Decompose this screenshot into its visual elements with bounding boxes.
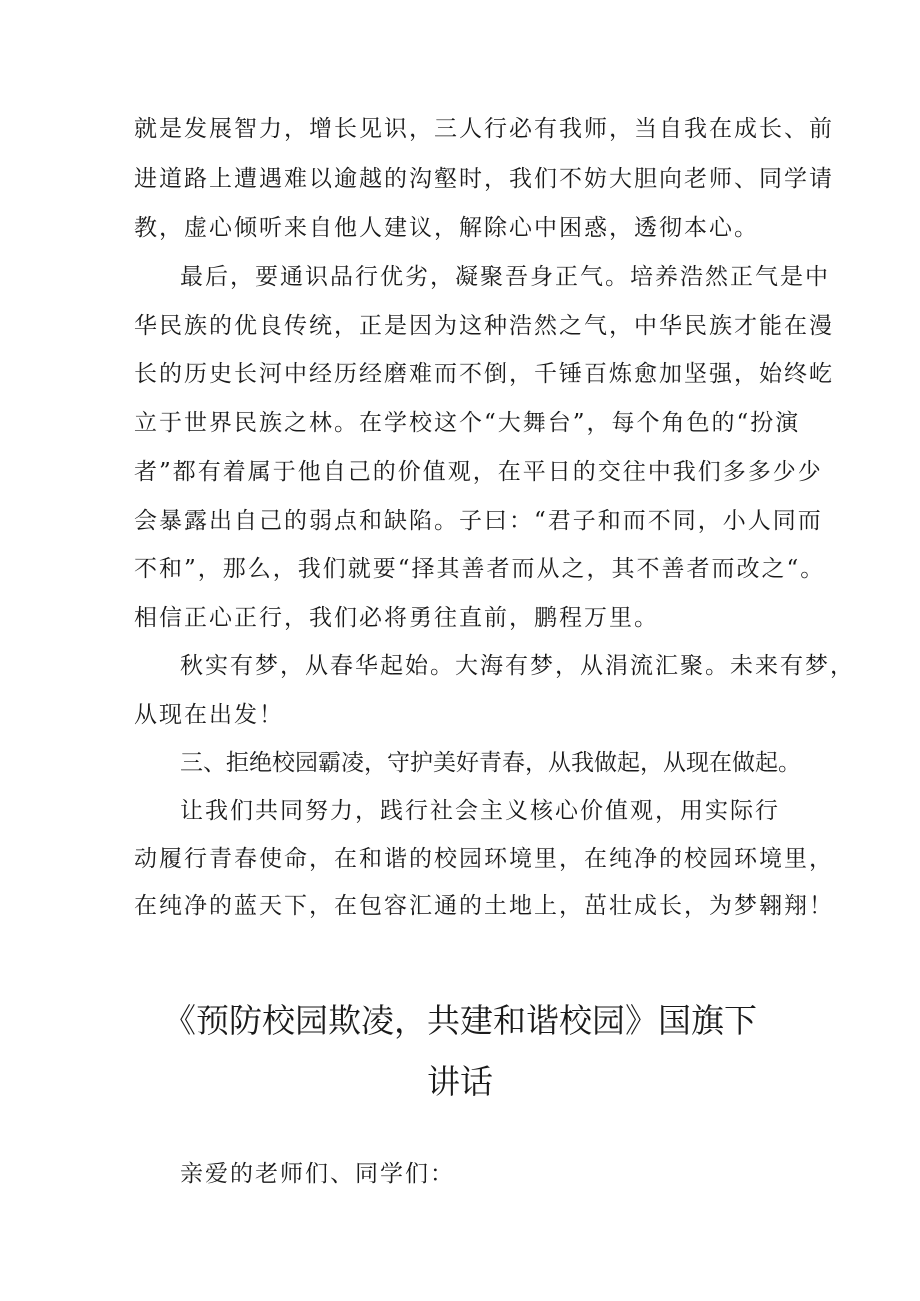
- text-line: 秋实有梦，从春华起始。大海有梦，从涓流汇聚。未来有梦，: [180, 653, 855, 679]
- text-line: 让我们共同努力，践行社会主义核心价值观，用实际行: [180, 798, 780, 824]
- text-line: 在纯净的蓝天下，在包容汇通的土地上，茁壮成长，为梦翱翔！: [134, 893, 834, 919]
- title-line-2: 讲话: [427, 1062, 493, 1101]
- salutation: 亲爱的老师们、同学们：: [180, 1161, 455, 1187]
- section-heading: 三、拒绝校园霸凌，守护美好青春，从我做起，从现在做起。: [180, 750, 801, 776]
- text-line: 相信正心正行，我们必将勇往直前，鹏程万里。: [134, 605, 659, 631]
- text-line: 不和”，那么，我们就要“择其善者而从之，其不善者而改之“。: [134, 556, 826, 582]
- text-line: 最后，要通识品行优劣，凝聚吾身正气。培养浩然正气是中: [180, 264, 830, 290]
- text-line: 教，虚心倾听来自他人建议，解除心中困惑，透彻本心。: [134, 215, 759, 241]
- text-line: 华民族的优良传统，正是因为这种浩然之气，中华民族才能在漫: [134, 313, 834, 339]
- title-line-1: 《预防校园欺凌，共建和谐校园》国旗下: [163, 1001, 757, 1040]
- text-line: 从现在出发！: [134, 702, 284, 728]
- text-line: 动履行青春使命，在和谐的校园环境里，在纯净的校园环境里，: [134, 846, 834, 872]
- text-line: 长的历史长河中经历经磨难而不倒，千锤百炼愈加坚强，始终屹: [134, 361, 834, 387]
- text-line: 进道路上遭遇难以逾越的沟壑时，我们不妨大胆向老师、同学请: [134, 166, 834, 192]
- text-line: 会暴露出自己的弱点和缺陷。子曰：“君子和而不同，小人同而: [134, 508, 823, 534]
- text-line: 者”都有着属于他自己的价值观，在平日的交往中我们多多少少: [134, 459, 823, 485]
- text-line: 就是发展智力，增长见识，三人行必有我师，当自我在成长、前: [134, 116, 834, 142]
- text-line: 立于世界民族之林。在学校这个“大舞台”，每个角色的“扮演: [134, 410, 801, 436]
